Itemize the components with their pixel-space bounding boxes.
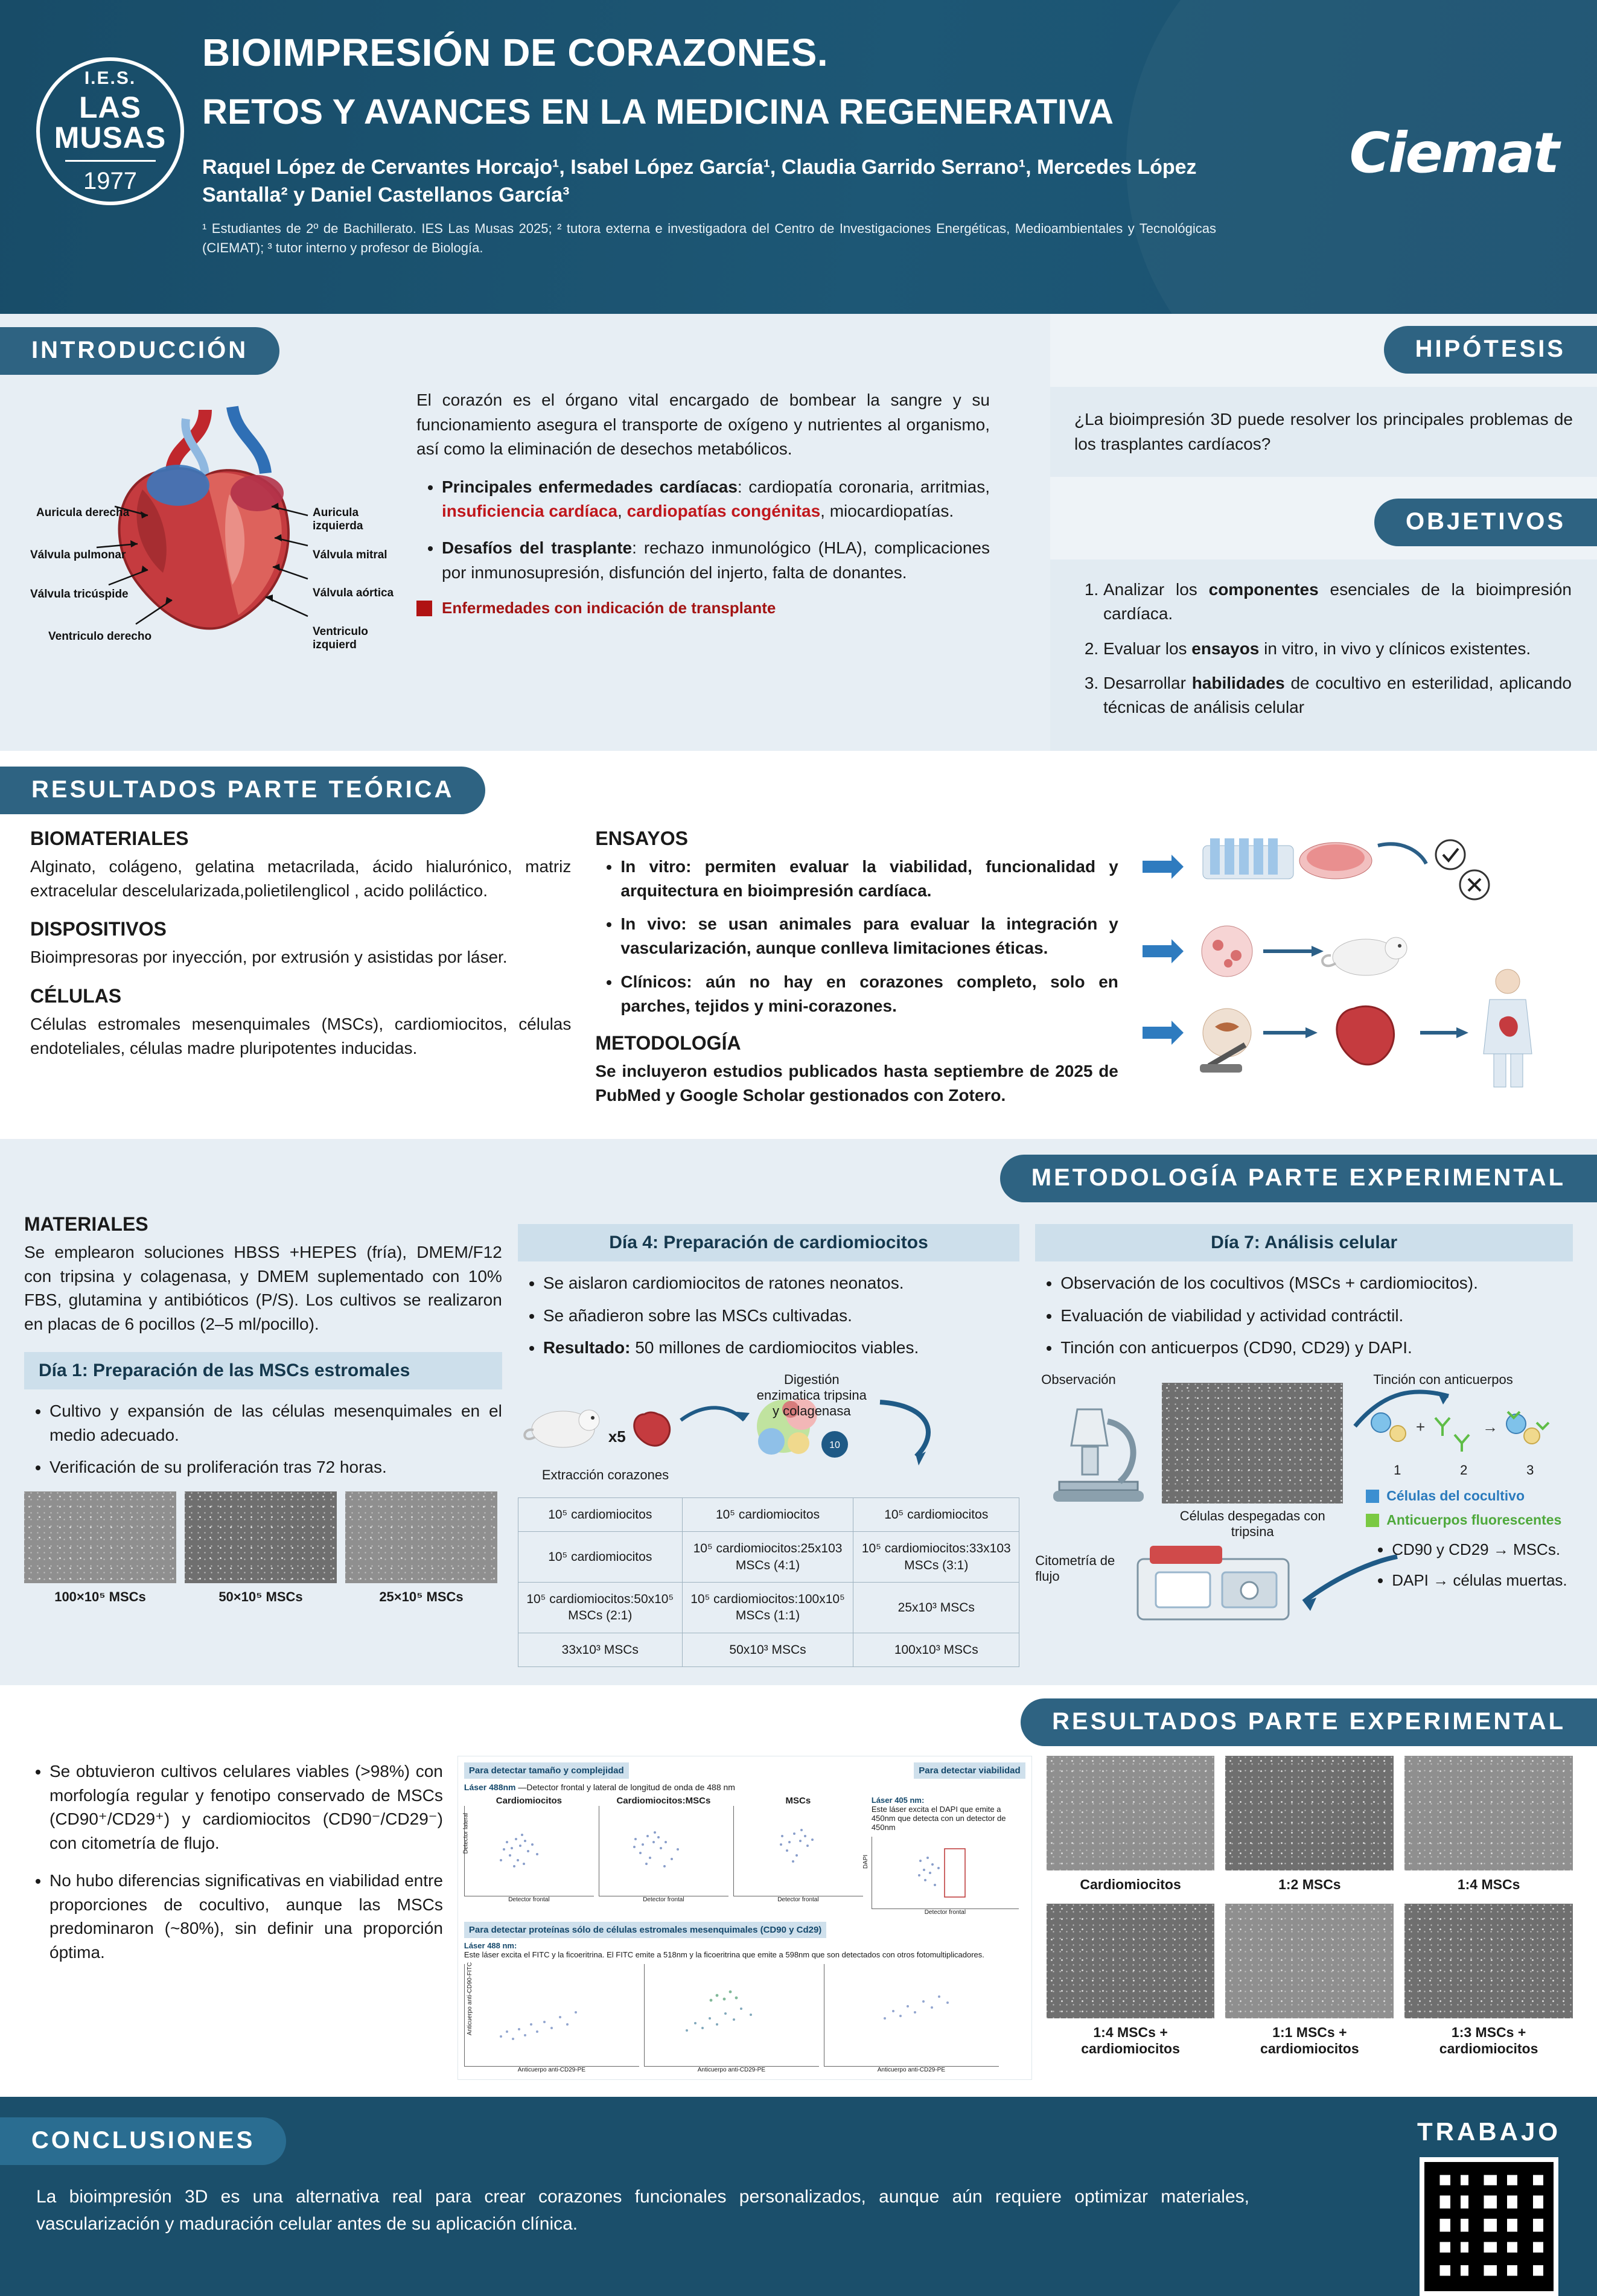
scatter-plot-dapi (862, 1837, 1019, 1909)
cd-scatter-svg (645, 1964, 814, 2065)
band-conclusiones: CONCLUSIONES (0, 2117, 286, 2165)
heading-materiales: MATERIALES (24, 1213, 148, 1235)
table-row (518, 1532, 1019, 1583)
legend-swatch-icon (416, 601, 432, 616)
micrograph-image (24, 1491, 176, 1583)
dapi-scatter-svg (872, 1837, 1011, 1908)
axis-x-bottom-label: Anticuerpo anti-CD29-PE (697, 2066, 766, 2073)
label-laser-488b-desc: Este láser excita el FITC y la ficoeritrina. El FITC emite a 518nm y la ficoeritrina que emite a 598nm que son detectados con otros fotomultiplicadores. (464, 1950, 984, 1959)
dia7-notes (1370, 1539, 1567, 1600)
objective-item (1103, 671, 1572, 719)
micrograph-caption: 1:3 MSCs + cardiomiocitos (1439, 2024, 1538, 2056)
antibody-steps-figure (1364, 1400, 1563, 1466)
label-valvula-mitral: Válvula mitral (313, 549, 387, 561)
dia7-item: • Evaluación de viabilidad y actividad contráctil. (1060, 1304, 1573, 1328)
axis-x-bottom-label: Anticuerpo anti-CD29-PE (877, 2066, 946, 2073)
poster-header (0, 0, 1597, 314)
label-auricula-derecha: Auricula derecha (36, 506, 130, 519)
label-extraccion-corazones: Extracción corazones (541, 1467, 669, 1483)
micrograph-grid (1047, 1756, 1573, 2057)
label-ventriculo-derecho: Ventriculo derecho (48, 630, 152, 643)
heading-metodologia-teorica: METODOLOGÍA (595, 1032, 741, 1054)
heading-celulas: CÉLULAS (30, 985, 122, 1007)
dia7-item: • Observación de los cocultivos (MSCs + cardiomiocitos). (1060, 1271, 1573, 1295)
label-auricula-izquierda: Auricula izquierda (313, 506, 363, 532)
label-laser-488-desc: —Detector frontal y lateral de longitud de onda de 488 nm (518, 1782, 735, 1792)
theory-col-assays (595, 828, 1136, 1123)
micrograph-caption: 50×10⁵ MSCs (218, 1589, 303, 1605)
micrograph-image (1404, 1756, 1573, 1870)
conclusions-text: La bioimpresión 3D es una alternativa real para crear corazones funcionales personalizados, aunque aún requiere optimizar materiales, vascularización y maduración celular antes de su aplicación clínica. (36, 2186, 1249, 2234)
label-valvula-aortica: Válvula aórtica (313, 587, 394, 599)
band-dia-4: Día 4: Preparación de cardiomiocitos (518, 1224, 1019, 1261)
table-cell: 50x10³ MSCs (682, 1633, 853, 1666)
step-label: 1 (1394, 1462, 1401, 1478)
label-tincion-anticuerpos: Tinción con anticuerpos (1373, 1372, 1513, 1388)
label-ventriculo-izquierdo: Ventriculo izquierd (313, 625, 368, 651)
section-conclusions (0, 2097, 1597, 2296)
table-cell: 10⁵ cardiomiocitos (518, 1532, 682, 1583)
scatter-plot-cd (644, 1964, 819, 2067)
micrograph-cell (1047, 1904, 1215, 2057)
method-col-dia4 (518, 1213, 1019, 1667)
objective-item (1103, 637, 1572, 661)
text-metodologia-teorica: Se incluyeron estudios publicados hasta septiembre de 2025 de PubMed y Google Scholar gestionados con Zotero. (595, 1062, 1118, 1105)
assay-item (620, 855, 1118, 903)
microscope-icon (1035, 1391, 1174, 1518)
intro-paragraph: El corazón es el órgano vital encargado de bombear la sangre y su funcionamiento asegura el transporte de oxígeno y nutrientes al organismo, así como la eliminación de desechos metabólicos. (416, 391, 990, 459)
micrograph-cell (1404, 1904, 1573, 2057)
micrograph-cell (1047, 1756, 1215, 1893)
text-dispositivos: Bioimpresoras por inyección, por extrusión y asistidas por láser. (30, 948, 508, 967)
band-resultados-experimental: RESULTADOS PARTE EXPERIMENTAL (1021, 1698, 1597, 1746)
obj3-post: de cocultivo en esterilidad, aplicando técnicas de análisis celular (1103, 674, 1572, 717)
dia7-workflow-figure (1035, 1372, 1573, 1656)
text-materiales: Se emplearon soluciones HBSS +HEPES (fría), DMEM/F12 con tripsina y colagenasa, y DMEM suplementado con 10% FBS, glutamina y antibióticos (P/S). Los cultivos se realizaron en placas de 6 pocillos (2–5 ml/pocillo). (24, 1242, 502, 1334)
poster-title-line-2: RETOS Y AVANCES EN LA MEDICINA REGENERATIVA (202, 92, 1114, 132)
hypothesis-objectives-column (1050, 314, 1597, 751)
label-citometria: Citometría de flujo (1035, 1553, 1115, 1584)
band-metodologia-experimental: METODOLOGÍA PARTE EXPERIMENTAL (1000, 1155, 1597, 1202)
proportions-table (518, 1497, 1019, 1667)
band-dia-1: Día 1: Preparación de las MSCs estromales (24, 1352, 502, 1389)
dia4-item1-text: Se aislaron cardiomiocitos de ratones neonatos. (543, 1273, 904, 1292)
title-block (202, 30, 1319, 258)
note-proteinas: Para detectar proteínas sólo de células estromales mesenquimales (CD90 y Cd29) (464, 1922, 826, 1938)
dia4-item3-bold: Resultado: (543, 1338, 631, 1357)
table-cell: 10⁵ cardiomiocitos:50x10⁵ MSCs (2:1) (518, 1583, 682, 1633)
assay1-bold: In vitro (620, 856, 686, 876)
dia7-note: • DAPI → células muertas. (1392, 1569, 1567, 1592)
cd-scatter-svg (465, 1964, 634, 2065)
trabajo-qr-block (1417, 2117, 1561, 2296)
micrograph-caption: 1:4 MSCs (1457, 1876, 1520, 1892)
results-text-column (24, 1756, 443, 2080)
table-row (518, 1633, 1019, 1666)
label-laser-488b: Láser 488 nm: (464, 1940, 517, 1950)
band-introduccion: INTRODUCCIÓN (0, 327, 279, 375)
step-label: 2 (1460, 1462, 1468, 1478)
scatter-svg (734, 1806, 858, 1895)
intro-text-block (410, 375, 1020, 660)
obj3-bold: habilidades (1191, 674, 1285, 693)
scatter-plot (464, 1806, 594, 1896)
assays-workflow-figure (1136, 828, 1559, 1093)
obj2-post: in vitro, in vivo y clínicos existentes. (1259, 639, 1531, 658)
hypothesis-text: ¿La bioimpresión 3D puede resolver los principales problemas de los trasplantes cardíacos? (1074, 410, 1573, 453)
axis-x-label: Detector frontal (508, 1896, 550, 1903)
heading-dispositivos: DISPOSITIVOS (30, 918, 167, 940)
table-cell: 100x10³ MSCs (853, 1633, 1019, 1666)
hypothesis-card (1050, 387, 1597, 477)
dia7-micrograph-image (1162, 1383, 1343, 1504)
table-cell: 10⁵ cardiomiocitos (853, 1498, 1019, 1532)
cd-scatter-svg (824, 1964, 993, 2065)
micrograph-caption: 1:4 MSCs + cardiomiocitos (1081, 2024, 1180, 2056)
table-row (518, 1583, 1019, 1633)
assay3-bold: Clínicos (620, 972, 687, 991)
bullet1-rest: : cardiopatía coronaria, arritmias, (737, 477, 990, 496)
label-valvula-tricuspide: Válvula tricúspide (30, 588, 129, 601)
dia4-item2-text: Se añadieron sobre las MSCs cultivadas. (543, 1306, 852, 1325)
axis-y-dapi-label: DAPI (862, 1854, 870, 1869)
legend-anticuerpos (1366, 1512, 1561, 1528)
logo-line-2: LAS MUSAS (54, 90, 167, 155)
legend-label: Enfermedades con indicación de transplante (442, 599, 776, 617)
scatter-plot (733, 1806, 863, 1896)
plot-col-title: Cardiomiocitos (496, 1795, 562, 1806)
micrograph-cell (345, 1491, 497, 1605)
text-biomateriales: Alginato, colágeno, gelatina metacrilada, ácido hialurónico, matriz extracelular descelularizada,polietilenglicol , acido poliláctico. (30, 856, 572, 900)
heading-biomateriales: BIOMATERIALES (30, 827, 189, 849)
scatter-plot-cd (464, 1964, 639, 2067)
bullet1-head: Principales enfermedades cardíacas (442, 477, 738, 496)
axis-y-label: Detector lateral (462, 1813, 470, 1854)
svg-text:→: → (1482, 1418, 1499, 1437)
results-micrographs-panel (1047, 1756, 1573, 2080)
table-cell: 10⁵ cardiomiocitos:100x10⁵ MSCs (1:1) (682, 1583, 853, 1633)
affiliations: ¹ Estudiantes de 2º de Bachillerato. IES Las Musas 2025; ² tutora externa e investigadora del Centro de Investigaciones Energéticas, Medioambientales y Tecnológicas (CIEMAT); ³ tutor interno y profesor de Biología. (202, 220, 1216, 255)
section-theory (0, 751, 1597, 1139)
obj2-pre: Evaluar los (1103, 639, 1192, 658)
dia7-item: • Tinción con anticuerpos (CD90, CD29) y DAPI. (1060, 1336, 1573, 1360)
scatter-svg (599, 1806, 723, 1895)
cytometry-plots-panel (457, 1756, 1032, 2080)
label-laser-488: Láser 488nm (464, 1782, 516, 1792)
micrograph-caption: 1:1 MSCs + cardiomiocitos (1260, 2024, 1359, 2056)
assay1-text: : permiten evaluar la viabilidad, funcionalidad y arquitectura en bioimpresión cardíaca. (620, 856, 1118, 900)
assay2-text: : se usan animales para evaluar la integración y vascularización, aunque conlleva limitaciones éticas. (620, 914, 1118, 958)
micrograph-caption: 25×10⁵ MSCs (379, 1589, 464, 1605)
obj3-pre: Desarrollar (1103, 674, 1192, 693)
assay3-text: : aún no hay en corazones completo, solo en parches, tejidos y mini-corazones. (620, 972, 1118, 1015)
label-x5: x5 (608, 1427, 626, 1446)
band-resultados-teorica: RESULTADOS PARTE TEÓRICA (0, 767, 485, 814)
heading-ensayos: ENSAYOS (595, 827, 688, 849)
table-row (518, 1498, 1019, 1532)
table-cell: 10⁵ cardiomiocitos:33x103 MSCs (3:1) (853, 1532, 1019, 1583)
micrograph-cell (1225, 1756, 1394, 1893)
micrograph-image (1225, 1756, 1394, 1870)
bullet1-red2: cardiopatías congénitas (626, 502, 821, 521)
dia1-item: • Verificación de su proliferación tras 72 horas. (49, 1455, 502, 1479)
trabajo-label: TRABAJO (1417, 2117, 1561, 2146)
step-label: 3 (1526, 1462, 1534, 1478)
micrograph-image (345, 1491, 497, 1583)
legend-blue-swatch-icon (1366, 1490, 1379, 1503)
svg-text:+: + (1416, 1418, 1426, 1437)
method-col-dia7 (1035, 1213, 1573, 1667)
dia1-item: • Cultivo y expansión de las células mesenquimales en el medio adecuado. (49, 1399, 502, 1447)
bullet2-head: Desafíos del trasplante (442, 538, 633, 557)
dia4-item (543, 1271, 1019, 1295)
theory-col-materials (30, 828, 595, 1123)
ciemat-logo: Ciemat (1349, 121, 1558, 185)
scatter-plot-cd (824, 1964, 999, 2067)
dia1-micrograph-row (24, 1491, 502, 1605)
obj2-bold: ensayos (1191, 639, 1260, 658)
label-celulas-despegadas: Células despegadas con tripsina (1179, 1508, 1325, 1540)
method-col-materials (24, 1213, 502, 1667)
label-observacion: Observación (1041, 1372, 1116, 1388)
table-cell: 10⁵ cardiomiocitos (518, 1498, 682, 1532)
intro-bullet-transplant (442, 536, 990, 585)
section-methodology (0, 1139, 1597, 1685)
micrograph-cell (1225, 1904, 1394, 2057)
table-cell: 25x10³ MSCs (853, 1583, 1019, 1633)
obj1-bold: componentes (1208, 580, 1319, 599)
heart-anatomy-figure (0, 375, 410, 660)
label-laser-405: Láser 405 nm: (871, 1795, 925, 1805)
authors-list: Raquel López de Cervantes Horcajo¹, Isabel López García¹, Claudia Garrido Serrano¹, Mercedes López Santalla² y Daniel Castellanos García³ (202, 156, 1197, 206)
micrograph-image (185, 1491, 337, 1583)
micrograph-image (1225, 1904, 1394, 2018)
dia4-item3-text: 50 millones de cardiomiocitos viables. (630, 1338, 919, 1357)
section-intro-row (0, 314, 1597, 751)
bullet1-mid: , (617, 502, 627, 521)
ies-las-musas-logo (36, 57, 184, 205)
dia7-note: • CD90 y CD29 → MSCs. (1392, 1539, 1567, 1561)
label-valvula-pulmonar: Válvula pulmonar (30, 549, 126, 561)
qr-code-pattern (1424, 2162, 1554, 2291)
band-objetivos: OBJETIVOS (1374, 499, 1597, 546)
axis-x-label: Detector frontal (924, 1909, 966, 1916)
text-celulas: Células estromales mesenquimales (MSCs), cardiomiocitos, células endoteliales, células madre pluripotentes inducidas. (30, 1015, 572, 1057)
assay-item (620, 912, 1118, 960)
section-results-experimental (0, 1685, 1597, 2097)
assay-item (620, 970, 1118, 1018)
label-laser-405-desc: Este láser excita el DAPI que emite a 450nm que detecta con un detector de 450nm (871, 1804, 1006, 1832)
scatter-svg (465, 1806, 588, 1895)
intro-column (0, 314, 1050, 751)
legend-celulas-cocultivo (1366, 1488, 1525, 1504)
dia4-item (543, 1336, 1019, 1360)
scatter-plot (599, 1806, 728, 1896)
obj1-pre: Analizar los (1103, 580, 1209, 599)
plot-col-title: Cardiomiocitos:MSCs (616, 1795, 711, 1806)
table-cell: 10⁵ cardiomiocitos:25x103 MSCs (4:1) (682, 1532, 853, 1583)
theory-col-figure (1136, 828, 1567, 1123)
legend-green-swatch-icon (1366, 1514, 1379, 1527)
micrograph-cell (185, 1491, 337, 1605)
dia4-item (543, 1304, 1019, 1328)
poster-title-line-1: BIOIMPRESIÓN DE CORAZONES. (202, 31, 829, 74)
qr-code[interactable] (1420, 2157, 1558, 2296)
axis-x-label: Detector frontal (777, 1896, 819, 1903)
axis-x-label: Detector frontal (643, 1896, 684, 1903)
logo-line-3: 1977 (83, 167, 137, 194)
label-digestion-enzimatica: Digestión enzimatica tripsina y colagenasa (756, 1372, 867, 1419)
objectives-card (1050, 560, 1597, 751)
bullet1-red1: insuficiencia cardíaca (442, 502, 618, 521)
plot-col-title: MSCs (785, 1795, 811, 1806)
micrograph-caption: 100×10⁵ MSCs (54, 1589, 146, 1605)
objective-item (1103, 578, 1572, 626)
band-dia-7: Día 7: Análisis celular (1035, 1224, 1573, 1261)
note-viabilidad: Para detectar viabilidad (914, 1762, 1025, 1779)
intro-bullet-diseases (442, 475, 990, 524)
axis-y-bottom-label: Anticuerpo anti-CD90-FITC (466, 1962, 473, 2036)
micrograph-cell (1404, 1756, 1573, 1893)
logo-divider (65, 160, 156, 162)
axis-x-bottom-label: Anticuerpo anti-CD29-PE (517, 2066, 586, 2073)
result-bullet: • No hubo diferencias significativas en viabilidad entre proporciones de cocultivo, aunque las MSCs predominaron (~80%), sin definir una proporción óptima. (49, 1869, 443, 1965)
micrograph-caption: Cardiomiocitos (1080, 1876, 1181, 1892)
bullet2-rest: : rechazo inmunológico (HLA), complicaciones por inmunosupresión, disfunción del injerto, falta de donantes. (442, 538, 990, 582)
legend-green-label: Anticuerpos fluorescentes (1386, 1512, 1562, 1528)
bullet1-end: , miocardiopatías. (820, 502, 954, 521)
intro-legend (416, 597, 990, 620)
assay2-bold: In vivo (620, 914, 681, 934)
obj1-post: esenciales de la bioimpresión cardíaca. (1103, 580, 1572, 623)
result-bullet: • Se obtuvieron cultivos celulares viables (>98%) con morfología regular y fenotipo conservado de MSCs (CD90⁺/CD29⁺) y cardiomiocitos (CD90⁻/CD29⁻) con citometría de flujo. (49, 1759, 443, 1855)
antibody-step-labels (1364, 1462, 1563, 1478)
logo-line-1: I.E.S. (84, 68, 136, 88)
micrograph-image (1047, 1904, 1215, 2018)
micrograph-image (1404, 1904, 1573, 2018)
svg-text:10: 10 (829, 1440, 840, 1451)
table-cell: 10⁵ cardiomiocitos (682, 1498, 853, 1532)
micrograph-image (1047, 1756, 1215, 1870)
dia4-workflow-figure (518, 1372, 1019, 1487)
legend-blue-label: Células del cocultivo (1386, 1488, 1525, 1504)
band-hipotesis: HIPÓTESIS (1384, 326, 1597, 374)
micrograph-caption: 1:2 MSCs (1278, 1876, 1341, 1892)
micrograph-cell (24, 1491, 176, 1605)
table-cell: 33x10³ MSCs (518, 1633, 682, 1666)
note-tamano-complejidad: Para detectar tamaño y complejidad (464, 1762, 629, 1779)
